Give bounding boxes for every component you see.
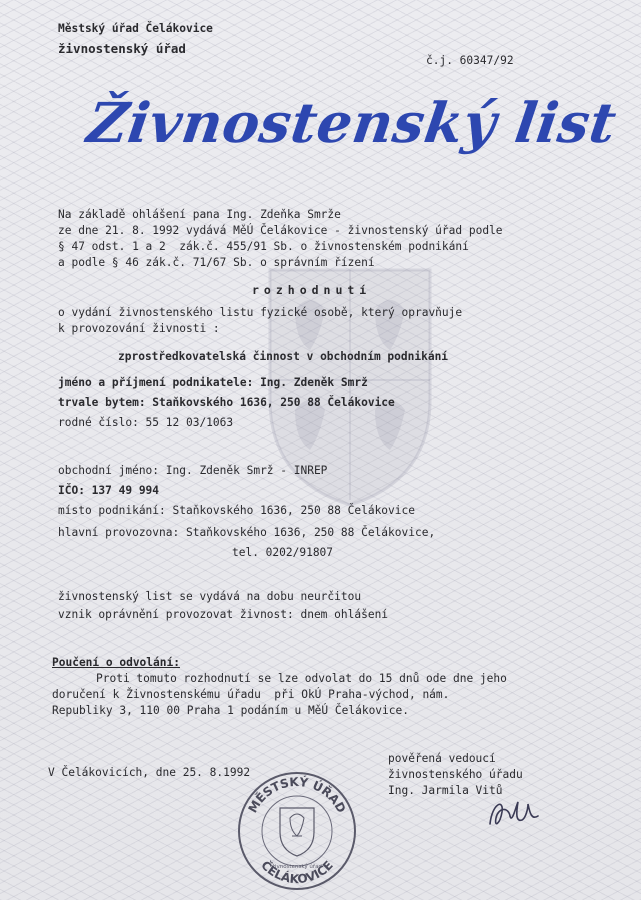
place-and-date: V Čelákovicích, dne 25. 8.1992: [48, 766, 251, 779]
signatory-name: Ing. Jarmila Vitů: [388, 784, 503, 797]
ico-number: IČO: 137 49 994: [58, 484, 160, 497]
reference-number: č.j. 60347/92: [426, 54, 514, 67]
signatory-role: pověřená vedoucí: [388, 752, 496, 765]
business-place: místo podnikání: Staňkovského 1636, 250 88 Čelákovice: [58, 504, 415, 517]
lion-icon: [290, 814, 304, 836]
birth-number: rodné číslo: 55 12 03/1063: [58, 416, 234, 429]
phone-number: tel. 0202/91807: [232, 546, 334, 559]
appeal-heading: Poučení o odvolání:: [52, 656, 180, 669]
stamp-inner-text: živnostenský úřad: [272, 864, 322, 870]
intro-line-4: a podle § 46 zák.č. 71/67 Sb. o správním řízení: [58, 256, 375, 269]
signature-text: [0, 0, 1, 1]
main-branch: hlavní provozovna: Staňkovského 1636, 250 88 Čelákovice,: [58, 526, 436, 539]
intro-line-1: Na základě ohlášení pana Ing. Zdeňka Smrže: [58, 208, 341, 221]
document-title: Živnostenský list: [83, 90, 621, 155]
handwritten-signature: [482, 794, 544, 834]
stamp-top-text: MĚSTSKÝ ÚŘAD: [245, 774, 349, 816]
official-stamp: [236, 770, 358, 892]
signatory-office: živnostenského úřadu: [388, 768, 523, 781]
decision-heading: rozhodnutí: [252, 283, 372, 297]
appeal-line-1: Proti tomuto rozhodnutí se lze odvolat do 15 dnů ode dne jeho: [96, 672, 507, 685]
decision-line-1: o vydání živnostenského listu fyzické osobě, který opravňuje: [58, 306, 463, 319]
validity-line-1: živnostenský list se vydává na dobu neurčitou: [58, 590, 362, 603]
validity-line-2: vznik oprávnění provozovat živnost: dnem ohlášení: [58, 608, 389, 621]
office-name: Městský úřad Čelákovice: [58, 22, 213, 35]
stamp-bottom-text: ČELÁKOVICE: [258, 858, 336, 887]
permanent-address: trvale bytem: Staňkovského 1636, 250 88 Čelákovice: [58, 396, 395, 409]
intro-line-3: § 47 odst. 1 a 2 zák.č. 455/91 Sb. o živnostenském podnikání: [58, 240, 469, 253]
trade-name: obchodní jméno: Ing. Zdeněk Smrž - INREP: [58, 464, 328, 477]
stamp-shield-icon: [280, 808, 314, 856]
department-name: živnostenský úřad: [58, 41, 186, 56]
appeal-line-2: doručení k Živnostenskému úřadu při OkÚ Praha-východ, nám.: [52, 688, 450, 701]
appeal-line-3: Republiky 3, 110 00 Praha 1 podáním u MěÚ Čelákovice.: [52, 704, 409, 717]
intro-line-2: ze dne 21. 8. 1992 vydává MěÚ Čelákovice - živnostenský úřad podle: [58, 224, 503, 237]
decision-line-2: k provozování živnosti :: [58, 322, 220, 335]
trade-activity: zprostředkovatelská činnost v obchodním podnikání: [118, 350, 449, 363]
entrepreneur-name: jméno a příjmení podnikatele: Ing. Zdeněk Smrž: [58, 376, 368, 389]
svg-text:MĚSTSKÝ ÚŘAD: [245, 774, 348, 815]
